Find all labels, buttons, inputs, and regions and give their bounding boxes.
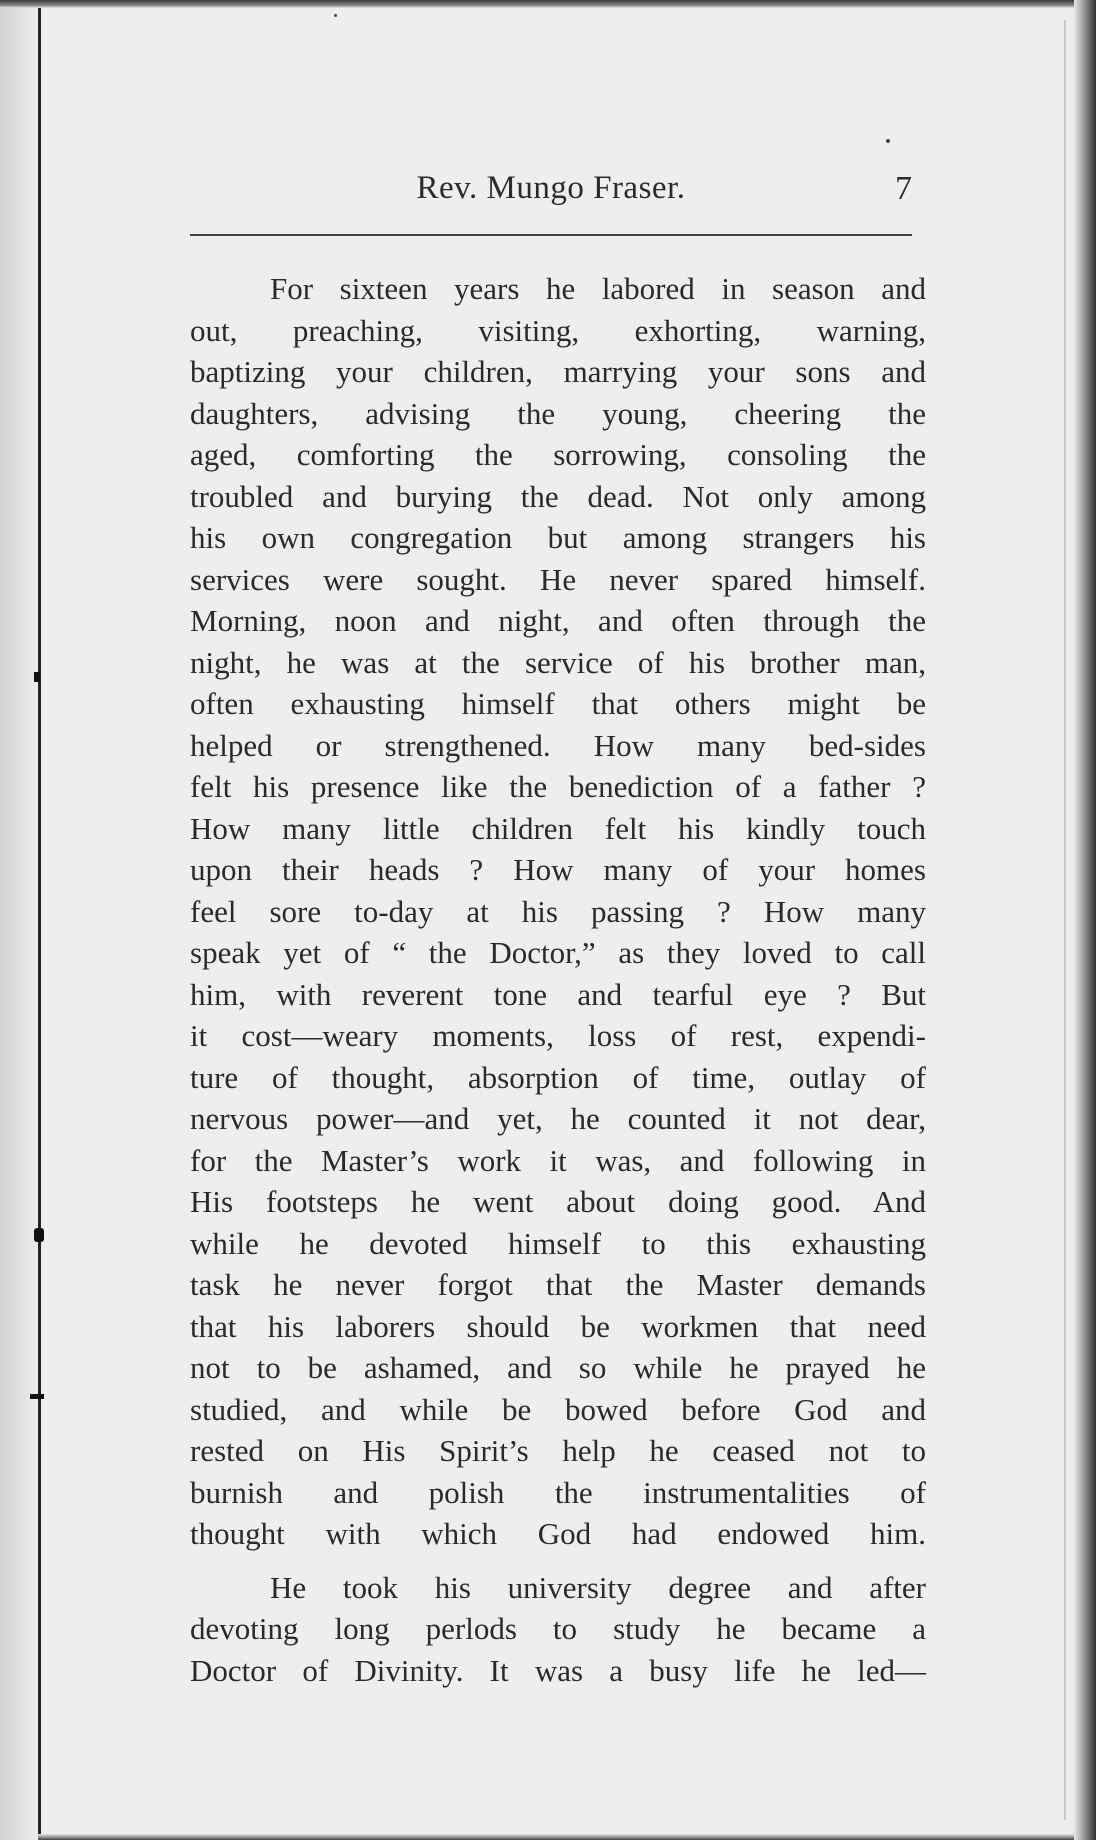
page-number: 7 [895, 170, 912, 207]
text-line: feel sore to-day at his passing ? How many [190, 893, 926, 929]
page-top-edge [0, 0, 1096, 8]
binding-mark [30, 1394, 44, 1399]
text-line: baptizing your children, marrying your sons and [190, 354, 926, 389]
binding-shadow [0, 0, 38, 1840]
text-line: rested on His Spirit’s help he ceased not to [190, 1433, 926, 1468]
text-line: it cost—weary moments, loss of rest, expendi- [190, 1018, 926, 1053]
running-head [190, 170, 912, 220]
text-line: devoting long perlods to study he became a [190, 1611, 926, 1646]
running-title: Rev. Mungo Fraser. [416, 170, 686, 206]
paragraph [190, 1567, 926, 1692]
binding-mark [34, 1228, 44, 1242]
text-line: often exhausting himself that others might be [190, 686, 926, 721]
text-line: felt his presence like the benediction of a father ? [190, 769, 926, 804]
text-line: How many little children felt his kindly touch [190, 810, 926, 846]
page-inner-edge [1064, 20, 1066, 1820]
print-speck [886, 139, 890, 143]
text-line: nervous power—and yet, he counted it not dear, [190, 1101, 926, 1136]
text-line: helped or strengthened. How many bed-sides [190, 727, 926, 763]
binding-edge [38, 0, 41, 1840]
print-speck [334, 14, 337, 17]
text-line: out, preaching, visiting, exhorting, warning, [190, 312, 926, 348]
text-line: his own congregation but among strangers his [190, 520, 926, 555]
text-line: while he devoted himself to this exhausting [190, 1225, 926, 1261]
text-line: Doctor of Divinity. It was a busy life he led— [190, 1652, 926, 1688]
text-line: that his laborers should be workmen that need [190, 1308, 926, 1344]
header-rule [190, 234, 912, 236]
page-bottom-edge [38, 1834, 1074, 1840]
text-line: ture of thought, absorption of time, outlay of [190, 1059, 926, 1095]
text-line: daughters, advising the young, cheering the [190, 395, 926, 431]
text-line: night, he was at the service of his brother man, [190, 644, 926, 680]
text-line: Morning, noon and night, and often through the [190, 603, 926, 638]
text-line: task he never forgot that the Master demands [190, 1267, 926, 1302]
text-line: speak yet of “ the Doctor,” as they loved to call [190, 935, 926, 970]
text-line: upon their heads ? How many of your homes [190, 852, 926, 887]
paragraph [190, 268, 926, 1555]
text-line: him, with reverent tone and tearful eye ? But [190, 976, 926, 1012]
text-line: services were sought. He never spared himself. [190, 561, 926, 597]
text-line: For sixteen years he labored in season and [270, 271, 926, 306]
text-line: not to be ashamed, and so while he prayed he [190, 1350, 926, 1385]
text-line: burnish and polish the instrumentalities of [190, 1474, 926, 1510]
text-line: aged, comforting the sorrowing, consoling the [190, 437, 926, 472]
text-line: thought with which God had endowed him. [190, 1516, 926, 1551]
text-line: studied, and while be bowed before God and [190, 1391, 926, 1427]
text-line: His footsteps he went about doing good. And [190, 1184, 926, 1219]
body-text [190, 268, 926, 1691]
binding-mark [34, 672, 40, 682]
text-line: for the Master’s work it was, and following in [190, 1142, 926, 1178]
text-line: troubled and burying the dead. Not only among [190, 478, 926, 514]
page-right-edge [1074, 0, 1096, 1840]
text-line: He took his university degree and after [270, 1569, 926, 1605]
